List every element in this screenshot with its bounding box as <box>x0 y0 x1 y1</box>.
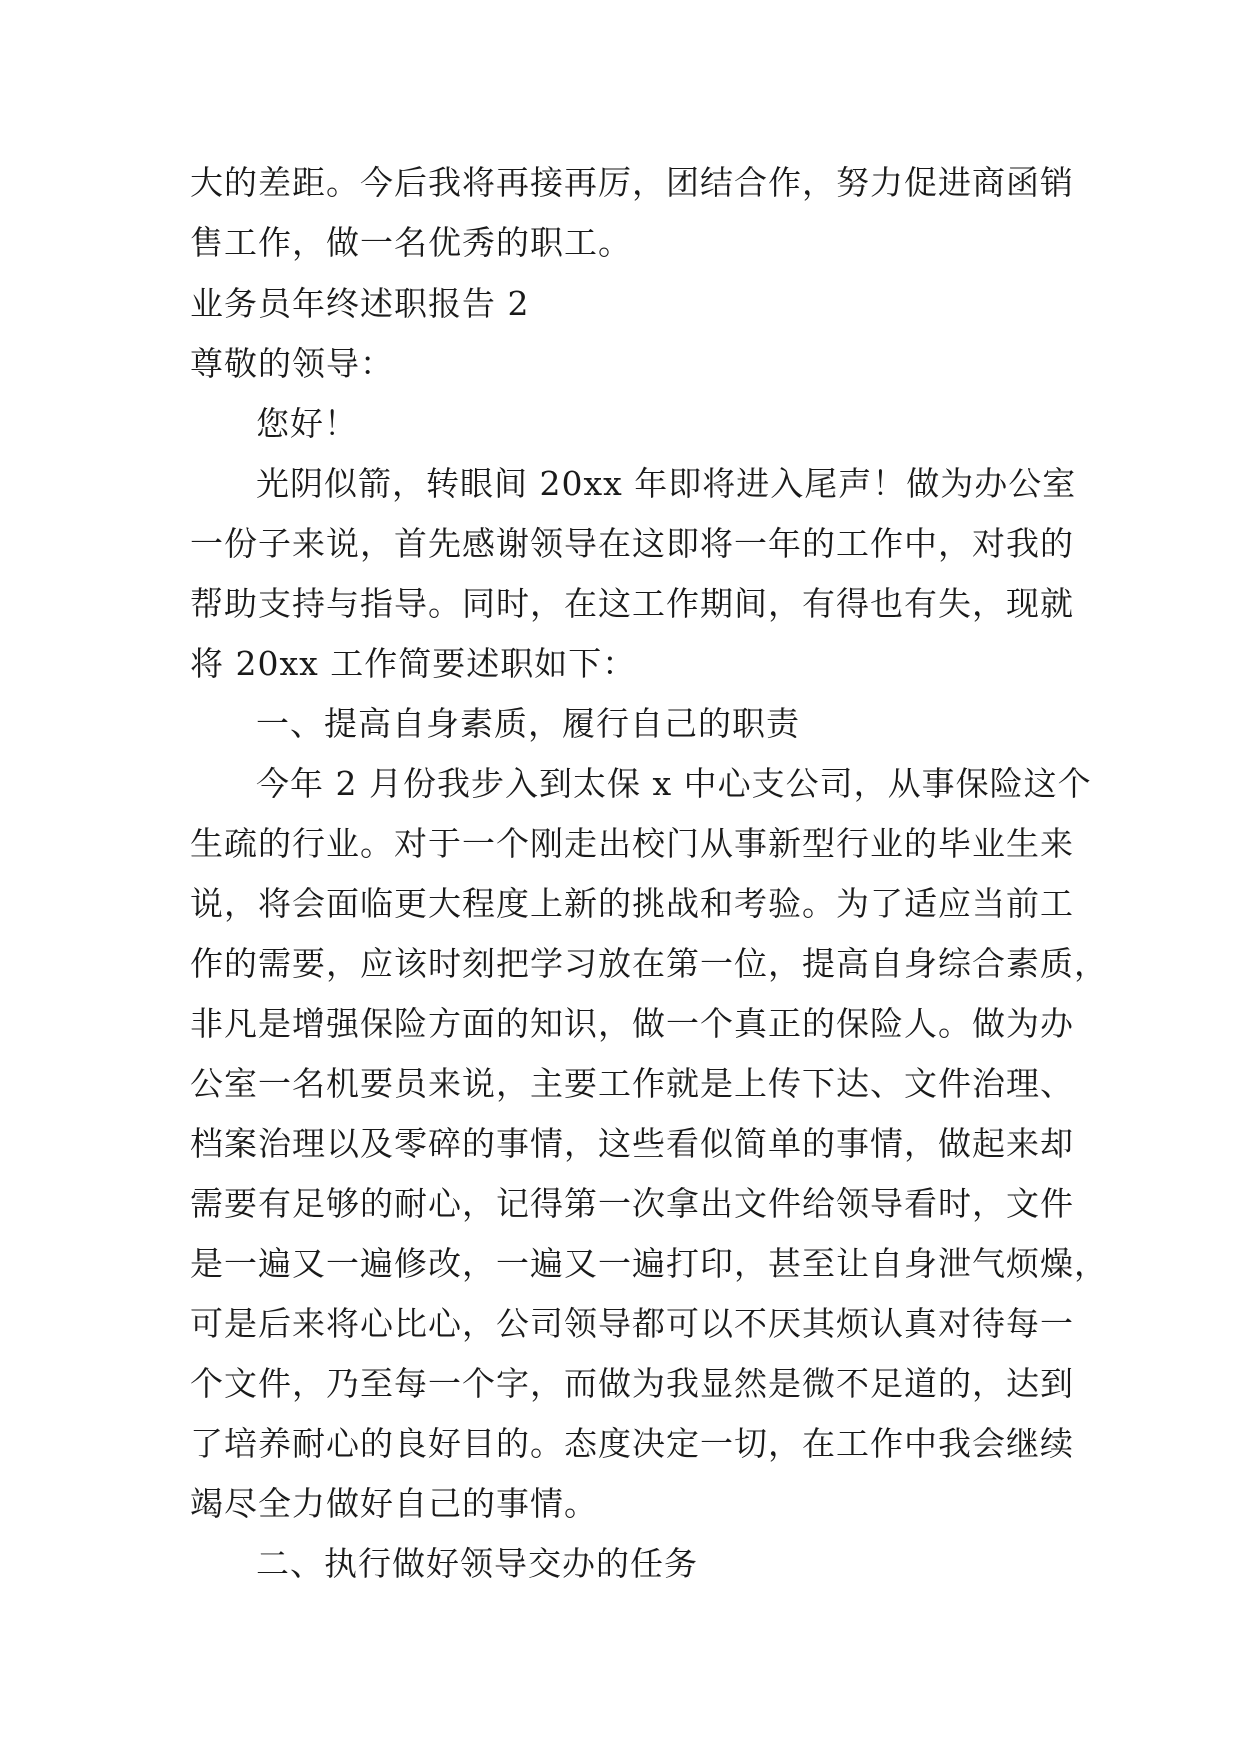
text-line: 作的需要，应该时刻把学习放在第一位，提高自身综合素质， <box>190 944 1108 983</box>
text-line: 档案治理以及零碎的事情，这些看似简单的事情，做起来却 <box>190 1124 1074 1163</box>
text-line: 个文件，乃至每一个字，而做为我显然是微不足道的，达到 <box>190 1364 1074 1403</box>
text-line: 将 20xx 工作简要述职如下： <box>190 644 637 683</box>
text-line: 大的差距。今后我将再接再厉，团结合作，努力促进商函销 <box>190 163 1074 202</box>
text-line: 今年 2 月份我步入到太保 x 中心支公司，从事保险这个 <box>256 764 1092 803</box>
text-line: 竭尽全力做好自己的事情。 <box>190 1484 598 1523</box>
text-line: 可是后来将心比心，公司领导都可以不厌其烦认真对待每一 <box>190 1304 1074 1343</box>
text-line: 公室一名机要员来说，主要工作就是上传下达、文件治理、 <box>190 1064 1074 1103</box>
text-line: 非凡是增强保险方面的知识，做一个真正的保险人。做为办 <box>190 1004 1074 1043</box>
text-line: 一份子来说，首先感谢领导在这即将一年的工作中，对我的 <box>190 524 1074 563</box>
text-line: 生疏的行业。对于一个刚走出校门从事新型行业的毕业生来 <box>190 824 1074 863</box>
text-line: 帮助支持与指导。同时，在这工作期间，有得也有失，现就 <box>190 584 1074 623</box>
text-line: 说，将会面临更大程度上新的挑战和考验。为了适应当前工 <box>190 884 1074 923</box>
text-line: 需要有足够的耐心，记得第一次拿出文件给领导看时，文件 <box>190 1184 1074 1223</box>
subheading: 一、提高自身素质，履行自己的职责 <box>256 704 800 743</box>
text-line: 是一遍又一遍修改，一遍又一遍打印，甚至让自身泄气烦燥， <box>190 1244 1108 1283</box>
salutation: 尊敬的领导： <box>190 344 394 383</box>
subheading: 二、执行做好领导交办的任务 <box>256 1544 698 1583</box>
text-line: 售工作，做一名优秀的职工。 <box>190 223 632 262</box>
text-line: 了培养耐心的良好目的。态度决定一切，在工作中我会继续 <box>190 1424 1074 1463</box>
text-line: 光阴似箭，转眼间 20xx 年即将进入尾声！做为办公室 <box>256 464 1077 503</box>
section-title: 业务员年终述职报告 2 <box>190 284 530 323</box>
greeting: 您好！ <box>256 404 358 443</box>
